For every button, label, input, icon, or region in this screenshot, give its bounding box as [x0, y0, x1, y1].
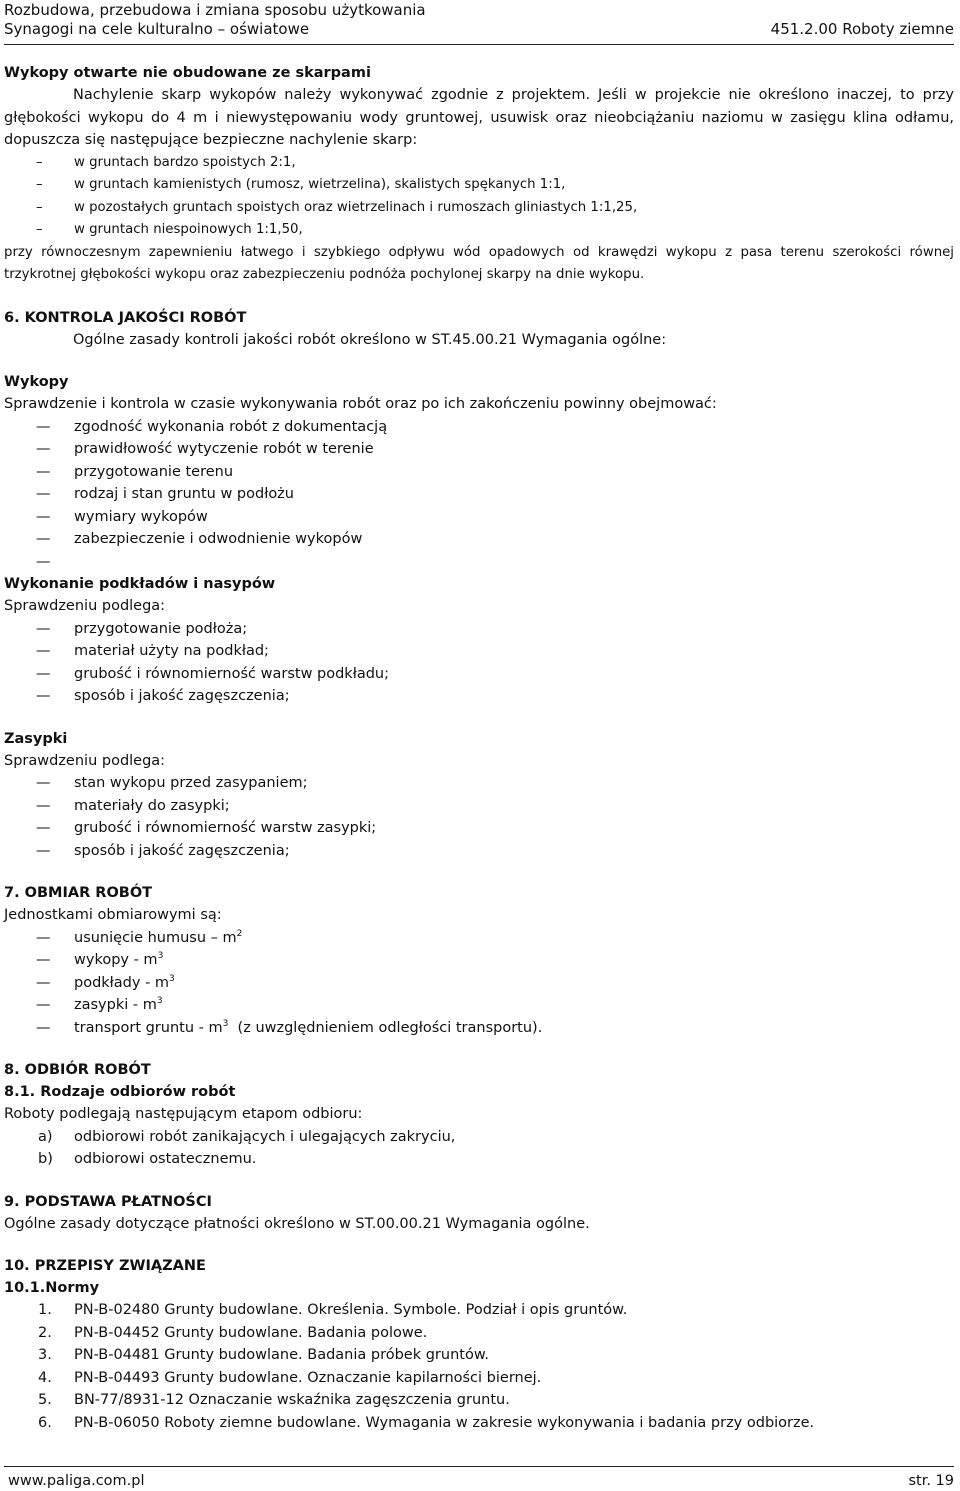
measure-unit-note: (z uwzględnieniem odległości transportu).: [228, 1019, 543, 1036]
section-10-heading: 10. PRZEPISY ZWIĄZANE: [4, 1258, 206, 1274]
norm-item-text: PN-B-04452 Grunty budowlane. Badania polowe.: [74, 1324, 428, 1341]
section-6-intro: Ogólne zasady kontroli jakości robót określono w ST.45.00.21 Wymagania ogólne:: [73, 331, 667, 348]
measure-unit-exponent: 3: [157, 951, 164, 961]
slope-item: – w gruntach niespoinowych 1:1,50,: [4, 219, 954, 242]
measure-unit-text: usunięcie humusu – m: [74, 929, 237, 946]
norm-item-text: PN-B-04481 Grunty budowlane. Badania próbek gruntów.: [74, 1347, 489, 1363]
section-8-1-heading: 8.1. Rodzaje odbiorów robót: [4, 1084, 236, 1100]
measure-unit-exponent: 3: [156, 996, 163, 1006]
measure-unit-text: wykopy - m: [74, 952, 158, 968]
acceptance-item-text: odbiorowi ostatecznemu.: [74, 1151, 257, 1167]
wykopy-item: — prawidłowość wytyczenie robót w terenie: [4, 438, 954, 461]
podklady-item: — materiał użyty na podkład;: [4, 640, 954, 663]
slope-item: – w pozostałych gruntach spoistych oraz wietrzelinach i rumoszach gliniastych 1:1,25,: [4, 197, 954, 220]
measure-unit-item: [4, 1017, 954, 1040]
zasypki-item: — grubość i równomierność warstw zasypki;: [4, 817, 954, 840]
norm-item-number: 1.: [38, 1302, 52, 1318]
slopes-paragraph-2: przy równoczesnym zapewnieniu łatwego i szybkiego odpływu wód opadowych od krawędzi wykopu z pasa terenu szerokości równej trzykrotnej głębokości wykopu oraz zabezpieczeniu podnóża pochylonej skarpy na dnie wykopu.: [4, 244, 954, 282]
norm-item-text: BN-77/8931-12 Oznaczanie wskaźnika zagęszczenia gruntu.: [74, 1392, 510, 1408]
page-header: [4, 0, 954, 45]
section-6-heading: 6. KONTROLA JAKOŚCI ROBÓT: [4, 309, 247, 326]
document-body: [4, 62, 954, 1434]
measure-unit-exponent: 2: [236, 928, 243, 939]
wykopy-heading: Wykopy: [4, 374, 69, 390]
measure-unit-item: [4, 972, 954, 995]
acceptance-item-marker: a): [38, 1128, 53, 1145]
header-project-title: Rozbudowa, przebudowa i zmiana sposobu użytkowania: [4, 1, 426, 19]
measure-unit-text: podkłady - m: [74, 974, 170, 991]
acceptance-item: [4, 1148, 954, 1171]
wykopy-item: — rodzaj i stan gruntu w podłożu: [4, 483, 954, 506]
norm-item: [4, 1322, 954, 1345]
zasypki-item: — sposób i jakość zagęszczenia;: [4, 840, 954, 863]
measure-unit-exponent: 3: [222, 1018, 229, 1029]
page-footer: [4, 1466, 954, 1489]
podklady-intro: Sprawdzeniu podlega:: [4, 598, 166, 614]
header-section-code: 451.2.00 Roboty ziemne: [770, 20, 954, 38]
zasypki-intro: Sprawdzeniu podlega:: [4, 752, 166, 769]
section-8-intro: Roboty podlegają następującym etapom odbioru:: [4, 1106, 363, 1122]
measure-unit-item: [4, 994, 954, 1017]
footer-page-number: str. 19: [908, 1473, 954, 1489]
wykopy-item: — zabezpieczenie i odwodnienie wykopów: [4, 528, 954, 551]
measure-unit-exponent: 3: [169, 973, 175, 984]
measure-unit-item: [4, 927, 954, 950]
norm-item-number: 2.: [38, 1324, 52, 1341]
norm-item-text: PN-B-02480 Grunty budowlane. Określenia. Symbole. Podział i opis gruntów.: [74, 1302, 628, 1318]
wykopy-item-empty: [4, 551, 954, 574]
wykopy-item: — zgodność wykonania robót z dokumentacją: [4, 416, 954, 439]
zasypki-item: — materiały do zasypki;: [4, 795, 954, 818]
measure-unit-text: zasypki - m: [74, 997, 157, 1013]
measure-unit-item: [4, 949, 954, 972]
section-9-heading: 9. PODSTAWA PŁATNOŚCI: [4, 1193, 212, 1210]
slope-item: – w gruntach bardzo spoistych 2:1,: [4, 152, 954, 175]
zasypki-item: — stan wykopu przed zasypaniem;: [4, 772, 954, 795]
norm-item-text: PN-B-04493 Grunty budowlane. Oznaczanie kapilarności biernej.: [74, 1369, 542, 1386]
header-project-subtitle: Synagogi na cele kulturalno – oświatowe: [4, 20, 310, 38]
zasypki-heading: Zasypki: [4, 730, 68, 747]
slopes-heading: Wykopy otwarte nie obudowane ze skarpami: [4, 65, 371, 81]
section-8-heading: 8. ODBIÓR ROBÓT: [4, 1062, 151, 1078]
slopes-paragraph: Nachylenie skarp wykopów należy wykonywać zgodnie z projektem. Jeśli w projekcie nie określono inaczej, to przy głębokości wykopu do 4 m i niewystępowaniu wody gruntowej, usuwisk oraz nieobciążaniu naziomu w zasięgu klina odłamu, dopuszcza się następujące bezpieczne nachylenie skarp:: [4, 87, 954, 148]
footer-website-link[interactable]: www.paliga.com.pl: [8, 1473, 145, 1489]
norm-item: [4, 1412, 954, 1435]
wykopy-item: — przygotowanie terenu: [4, 461, 954, 484]
podklady-item: — przygotowanie podłoża;: [4, 618, 954, 641]
norm-item-number: 4.: [38, 1369, 52, 1386]
section-9-text: Ogólne zasady dotyczące płatności określono w ST.00.00.21 Wymagania ogólne.: [4, 1215, 590, 1232]
norm-item-number: 6.: [38, 1414, 52, 1431]
norm-item-number: 5.: [38, 1392, 52, 1408]
norm-item-number: 3.: [38, 1347, 52, 1363]
section-7-intro: Jednostkami obmiarowymi są:: [4, 907, 222, 923]
norm-item: [4, 1367, 954, 1390]
podklady-item: — grubość i równomierność warstw podkładu;: [4, 663, 954, 686]
acceptance-item: [4, 1126, 954, 1149]
norm-item-text: PN-B-06050 Roboty ziemne budowlane. Wymagania w zakresie wykonywania i badania przy odbiorze.: [74, 1414, 815, 1431]
norm-item: [4, 1299, 954, 1322]
measure-unit-text: transport gruntu - m: [74, 1019, 223, 1036]
acceptance-item-marker: b): [38, 1151, 53, 1167]
acceptance-item-text: odbiorowi robót zanikających i ulegających zakryciu,: [74, 1128, 456, 1145]
wykopy-intro: Sprawdzenie i kontrola w czasie wykonywania robót oraz po ich zakończeniu powinny obejmować:: [4, 396, 717, 412]
podklady-item: — sposób i jakość zagęszczenia;: [4, 685, 954, 708]
slope-item: – w gruntach kamienistych (rumosz, wietrzelina), skalistych spękanych 1:1,: [4, 174, 954, 197]
wykopy-item: — wymiary wykopów: [4, 506, 954, 529]
podklady-heading: Wykonanie podkładów i nasypów: [4, 576, 276, 592]
section-10-1-heading: 10.1.Normy: [4, 1280, 100, 1296]
norm-item: [4, 1389, 954, 1412]
section-7-heading: 7. OBMIAR ROBÓT: [4, 885, 153, 901]
norm-item: [4, 1344, 954, 1367]
